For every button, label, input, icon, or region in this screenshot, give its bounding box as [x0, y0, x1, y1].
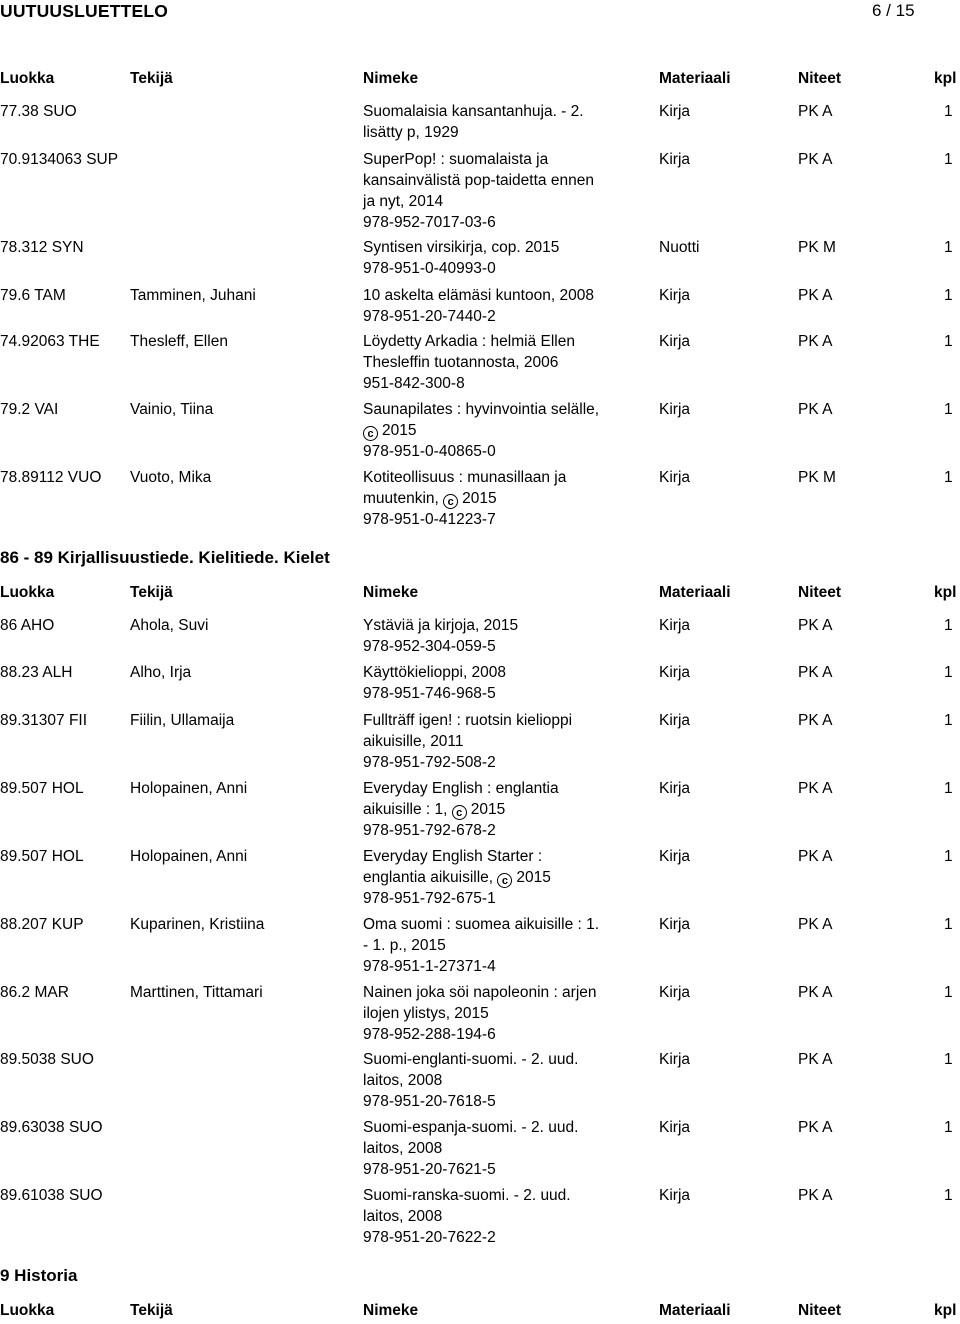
- nimeke-line: laitos, 2008: [363, 1140, 443, 1157]
- cell-nimeke: [363, 846, 648, 909]
- header-nimeke: Nimeke: [363, 70, 419, 87]
- cell-kpl: 1: [944, 239, 953, 256]
- nimeke-line: ja nyt, 2014: [363, 193, 444, 210]
- header-nimeke: Nimeke: [363, 584, 419, 601]
- nimeke-line: 951-842-300-8: [363, 375, 465, 392]
- cell-niteet: PK A: [798, 1119, 833, 1136]
- nimeke-line: Suomi-englanti-suomi. - 2. uud.: [363, 1051, 579, 1068]
- cell-kpl: 1: [944, 103, 953, 120]
- nimeke-line: Suomi-ranska-suomi. - 2. uud.: [363, 1187, 571, 1204]
- cell-kpl: 1: [944, 617, 953, 634]
- cell-luokka: 74.92063 THE: [0, 333, 100, 350]
- cell-luokka: 89.63038 SUO: [0, 1119, 103, 1136]
- cell-tekija: Vuoto, Mika: [130, 469, 212, 486]
- cell-tekija: Holopainen, Anni: [130, 780, 248, 797]
- cell-materiaali: Kirja: [659, 1187, 691, 1204]
- cell-niteet: PK A: [798, 151, 833, 168]
- nimeke-line: Suomi-espanja-suomi. - 2. uud.: [363, 1119, 579, 1136]
- cell-luokka: 78.89112 VUO: [0, 469, 102, 486]
- cell-luokka: 88.207 KUP: [0, 916, 84, 933]
- header-luokka: Luokka: [0, 70, 55, 87]
- nimeke-line: Oma suomi : suomea aikuisille : 1.: [363, 916, 600, 933]
- cell-niteet: PK A: [798, 333, 833, 350]
- cell-niteet: PK A: [798, 1051, 833, 1068]
- nimeke-line: Löydetty Arkadia : helmiä Ellen: [363, 333, 575, 350]
- cell-materiaali: Kirja: [659, 287, 691, 304]
- cell-tekija: Fiilin, Ullamaija: [130, 712, 235, 729]
- cell-materiaali: Kirja: [659, 916, 691, 933]
- header-materiaali: Materiaali: [659, 70, 731, 87]
- nimeke-line: 978-951-1-27371-4: [363, 958, 496, 975]
- header-materiaali: Materiaali: [659, 584, 731, 601]
- cell-tekija: Ahola, Suvi: [130, 617, 209, 634]
- cell-materiaali: Kirja: [659, 712, 691, 729]
- nimeke-line: 978-951-792-675-1: [363, 890, 496, 907]
- cell-luokka: 89.507 HOL: [0, 848, 84, 865]
- cell-kpl: 1: [944, 780, 953, 797]
- cell-niteet: PK A: [798, 916, 833, 933]
- nimeke-line: lisätty p, 1929: [363, 124, 459, 141]
- table-header: [0, 584, 960, 606]
- cell-niteet: PK A: [798, 103, 833, 120]
- cell-tekija: Tamminen, Juhani: [130, 287, 256, 304]
- cell-materiaali: Kirja: [659, 664, 691, 681]
- cell-nimeke: [363, 399, 648, 462]
- cell-nimeke: [363, 710, 648, 773]
- nimeke-line: 978-951-0-41223-7: [363, 511, 496, 528]
- header-niteet: Niteet: [798, 70, 842, 87]
- nimeke-line: 978-951-20-7622-2: [363, 1229, 496, 1246]
- nimeke-line: - 1. p., 2015: [363, 937, 446, 954]
- cell-nimeke: [363, 914, 648, 977]
- nimeke-line: 978-952-288-194-6: [363, 1026, 496, 1043]
- nimeke-line: 978-951-746-968-5: [363, 685, 496, 702]
- nimeke-line: 978-951-0-40865-0: [363, 443, 496, 460]
- nimeke-line: Everyday English : englantia: [363, 780, 559, 797]
- nimeke-line: 978-952-304-059-5: [363, 638, 496, 655]
- cell-tekija: Alho, Irja: [130, 664, 192, 681]
- header-kpl: kpl: [934, 1302, 957, 1319]
- cell-luokka: 78.312 SYN: [0, 239, 84, 256]
- nimeke-line: Saunapilates : hyvinvointia selälle,: [363, 401, 600, 418]
- cell-luokka: 79.2 VAI: [0, 401, 59, 418]
- nimeke-line: 978-951-0-40993-0: [363, 260, 496, 277]
- cell-materiaali: Kirja: [659, 1051, 691, 1068]
- cell-kpl: 1: [944, 469, 953, 486]
- cell-materiaali: Kirja: [659, 984, 691, 1001]
- cell-materiaali: Kirja: [659, 1119, 691, 1136]
- cell-niteet: PK M: [798, 469, 836, 486]
- cell-materiaali: Kirja: [659, 469, 691, 486]
- nimeke-line: 978-951-20-7618-5: [363, 1093, 496, 1110]
- copyright-icon: c: [363, 426, 378, 441]
- cell-kpl: 1: [944, 984, 953, 1001]
- cell-nimeke: [363, 778, 648, 841]
- nimeke-line: Everyday English Starter :: [363, 848, 543, 865]
- nimeke-line: 978-951-792-678-2: [363, 822, 496, 839]
- cell-niteet: PK A: [798, 287, 833, 304]
- cell-nimeke: [363, 615, 648, 657]
- cell-niteet: PK M: [798, 239, 836, 256]
- nimeke-line: c 2015: [363, 420, 648, 441]
- header-tekija: Tekijä: [130, 584, 173, 601]
- nimeke-line: muutenkin, c 2015: [363, 490, 497, 508]
- nimeke-line: aikuisille, 2011: [363, 733, 464, 750]
- cell-nimeke: [363, 1049, 648, 1112]
- nimeke-line: kansainvälistä pop-taidetta ennen: [363, 172, 594, 189]
- cell-niteet: PK A: [798, 780, 833, 797]
- cell-kpl: 1: [944, 287, 953, 304]
- header-niteet: Niteet: [798, 584, 842, 601]
- cell-niteet: PK A: [798, 617, 833, 634]
- copyright-icon: c: [443, 494, 458, 509]
- nimeke-line: 978-951-792-508-2: [363, 754, 496, 771]
- cell-nimeke: [363, 1185, 648, 1248]
- nimeke-line: SuperPop! : suomalaista ja: [363, 151, 549, 168]
- page-title: UUTUUSLUETTELO: [0, 1, 169, 21]
- cell-nimeke: [363, 662, 648, 704]
- nimeke-line: ilojen ylistys, 2015: [363, 1005, 489, 1022]
- nimeke-line: 10 askelta elämäsi kuntoon, 2008: [363, 287, 594, 304]
- table-header: [0, 1302, 960, 1324]
- cell-nimeke: [363, 467, 648, 530]
- cell-luokka: 70.9134063 SUP: [0, 151, 119, 168]
- cell-materiaali: Kirja: [659, 848, 691, 865]
- cell-tekija: Thesleff, Ellen: [130, 333, 228, 350]
- cell-kpl: 1: [944, 151, 953, 168]
- cell-luokka: 77.38 SUO: [0, 103, 77, 120]
- cell-kpl: 1: [944, 848, 953, 865]
- cell-luokka: 89.5038 SUO: [0, 1051, 94, 1068]
- nimeke-line: Thesleffin tuotannosta, 2006: [363, 354, 559, 371]
- copyright-icon: c: [497, 873, 512, 888]
- cell-kpl: 1: [944, 664, 953, 681]
- nimeke-line: Käyttökielioppi, 2008: [363, 664, 507, 681]
- cell-materiaali: Kirja: [659, 103, 691, 120]
- cell-kpl: 1: [944, 1051, 953, 1068]
- cell-tekija: Marttinen, Tittamari: [130, 984, 263, 1001]
- cell-materiaali: Kirja: [659, 333, 691, 350]
- cell-materiaali: Kirja: [659, 617, 691, 634]
- cell-materiaali: Kirja: [659, 151, 691, 168]
- cell-kpl: 1: [944, 401, 953, 418]
- header-tekija: Tekijä: [130, 70, 173, 87]
- cell-luokka: 89.31307 FII: [0, 712, 88, 729]
- header-kpl: kpl: [934, 584, 957, 601]
- nimeke-line: Suomalaisia kansantanhuja. - 2.: [363, 103, 584, 120]
- cell-tekija: Kuparinen, Kristiina: [130, 916, 265, 933]
- header-tekija: Tekijä: [130, 1302, 173, 1319]
- page-number: 6 / 15: [872, 1, 915, 20]
- cell-niteet: PK A: [798, 848, 833, 865]
- header-luokka: Luokka: [0, 1302, 55, 1319]
- cell-luokka: 86 AHO: [0, 617, 55, 634]
- cell-nimeke: [363, 1117, 648, 1180]
- cell-nimeke: [363, 982, 648, 1045]
- cell-niteet: PK A: [798, 712, 833, 729]
- nimeke-line: laitos, 2008: [363, 1208, 443, 1225]
- nimeke-line: Ystäviä ja kirjoja, 2015: [363, 617, 519, 634]
- cell-nimeke: [363, 331, 648, 394]
- nimeke-line: laitos, 2008: [363, 1072, 443, 1089]
- cell-tekija: Holopainen, Anni: [130, 848, 248, 865]
- cell-niteet: PK A: [798, 664, 833, 681]
- nimeke-line: 978-951-20-7621-5: [363, 1161, 496, 1178]
- cell-nimeke: [363, 101, 648, 143]
- cell-niteet: PK A: [798, 401, 833, 418]
- cell-nimeke: [363, 237, 648, 279]
- nimeke-line: englantia aikuisille, c 2015: [363, 869, 551, 887]
- cell-luokka: 89.507 HOL: [0, 780, 84, 797]
- section-title: 9 Historia: [0, 1266, 78, 1285]
- cell-kpl: 1: [944, 333, 953, 350]
- cell-kpl: 1: [944, 1119, 953, 1136]
- copyright-icon: c: [452, 805, 467, 820]
- nimeke-line: Syntisen virsikirja, cop. 2015: [363, 239, 560, 256]
- cell-luokka: 89.61038 SUO: [0, 1187, 103, 1204]
- header-luokka: Luokka: [0, 584, 55, 601]
- cell-niteet: PK A: [798, 984, 833, 1001]
- nimeke-line: Fullträff igen! : ruotsin kielioppi: [363, 712, 573, 729]
- cell-luokka: 79.6 TAM: [0, 287, 66, 304]
- header-niteet: Niteet: [798, 1302, 842, 1319]
- nimeke-line: 978-952-7017-03-6: [363, 214, 496, 231]
- cell-luokka: 88.23 ALH: [0, 664, 73, 681]
- header-kpl: kpl: [934, 70, 957, 87]
- cell-materiaali: Kirja: [659, 401, 691, 418]
- cell-kpl: 1: [944, 916, 953, 933]
- cell-luokka: 86.2 MAR: [0, 984, 69, 1001]
- header-nimeke: Nimeke: [363, 1302, 419, 1319]
- cell-nimeke: [363, 285, 648, 327]
- section-title: 86 - 89 Kirjallisuustiede. Kielitiede. Kielet: [0, 548, 330, 567]
- nimeke-line: Nainen joka söi napoleonin : arjen: [363, 984, 597, 1001]
- header-materiaali: Materiaali: [659, 1302, 731, 1319]
- nimeke-line: Kotiteollisuus : munasillaan ja: [363, 469, 567, 486]
- nimeke-line: 978-951-20-7440-2: [363, 308, 496, 325]
- table-header: [0, 70, 960, 92]
- cell-tekija: Vainio, Tiina: [130, 401, 214, 418]
- cell-materiaali: Nuotti: [659, 239, 700, 256]
- nimeke-line: aikuisille : 1, c 2015: [363, 801, 506, 819]
- cell-nimeke: [363, 149, 648, 233]
- cell-niteet: PK A: [798, 1187, 833, 1204]
- cell-kpl: 1: [944, 1187, 953, 1204]
- cell-materiaali: Kirja: [659, 780, 691, 797]
- cell-kpl: 1: [944, 712, 953, 729]
